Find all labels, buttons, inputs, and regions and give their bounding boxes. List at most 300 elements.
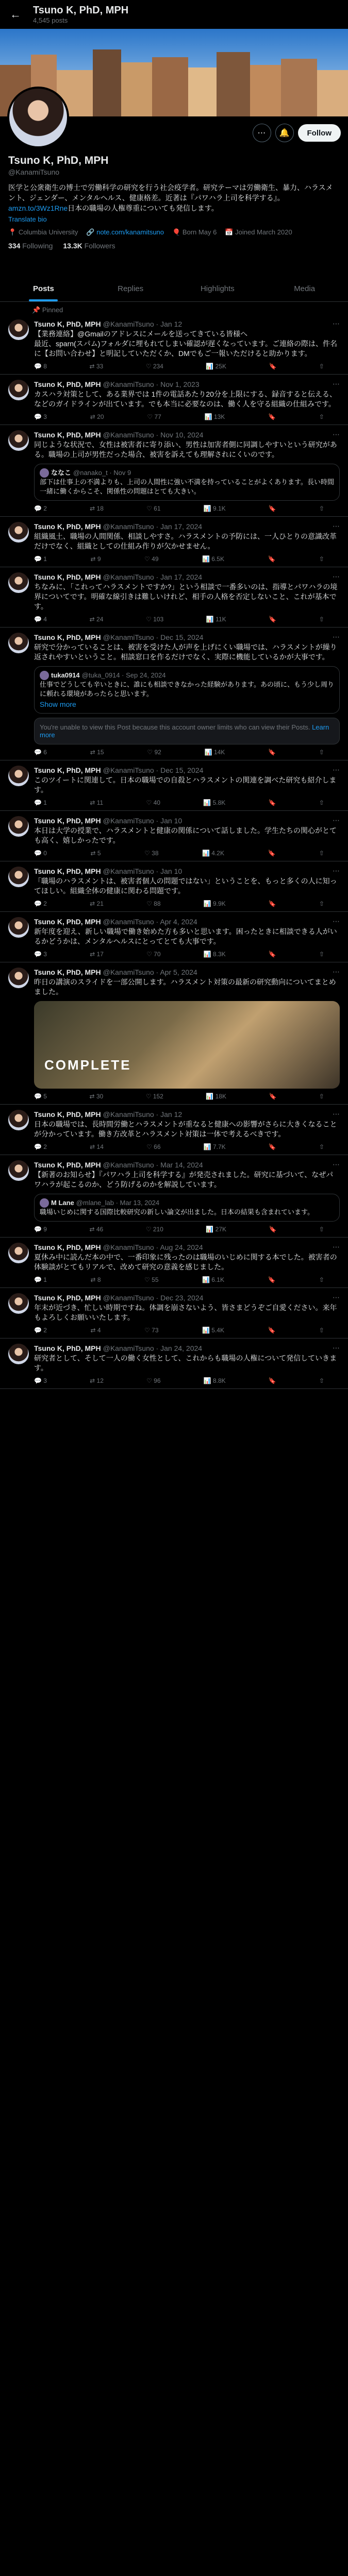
- reply-button[interactable]: [34, 1093, 47, 1100]
- quote-handle-date: @tuka_0914 · Sep 24, 2024: [81, 671, 166, 679]
- more-options-icon[interactable]: ⋯: [333, 572, 340, 581]
- views-button[interactable]: [204, 900, 226, 907]
- like-button[interactable]: [146, 1226, 163, 1233]
- learn-more-link[interactable]: Learn more: [40, 723, 329, 739]
- like-button[interactable]: [146, 1377, 160, 1384]
- like-count: 61: [154, 505, 161, 512]
- share-icon[interactable]: ⇧: [319, 1226, 324, 1233]
- tweet-header: [34, 572, 340, 581]
- tweet-header: [34, 917, 340, 926]
- tweet[interactable]: [0, 760, 348, 811]
- quote-text: 仕事でどうしても辛いときに、誰にも相談できなかった経験があります。あの頃に、もう少し周りに頼れる環境があったらと思います。: [40, 681, 334, 698]
- reply-button[interactable]: [34, 1143, 47, 1150]
- tweet-author-name[interactable]: Tsuno K, PhD, MPH: [34, 430, 101, 439]
- share-icon[interactable]: ⇧: [319, 1143, 324, 1150]
- more-options-icon[interactable]: ⋯: [333, 1243, 340, 1251]
- heart-icon: ♡: [146, 616, 152, 623]
- bio-text: 医学と公衆衛生の博士で労働科学の研究を行う社会疫学者。研究テーマは労働衛生、暴力、ハラスメント、ジェンダー、メンタルヘルス、健康格差。近著は『パワハラ上司を科学する』。: [8, 183, 333, 202]
- tweet[interactable]: [0, 567, 348, 628]
- more-options-icon[interactable]: ⋯: [333, 816, 340, 824]
- follow-stats: [8, 242, 340, 250]
- bookmark-icon[interactable]: 🔖: [268, 1327, 276, 1334]
- bookmark-icon[interactable]: 🔖: [268, 555, 276, 563]
- share-icon[interactable]: ⇧: [319, 1327, 324, 1334]
- like-count: 92: [154, 749, 161, 756]
- tweet-author-name[interactable]: Tsuno K, PhD, MPH: [34, 319, 101, 328]
- tweet-author-name[interactable]: Tsuno K, PhD, MPH: [34, 968, 101, 976]
- heart-icon: ♡: [146, 799, 152, 806]
- bookmark-icon[interactable]: 🔖: [268, 1143, 276, 1150]
- views-count: 25K: [215, 363, 226, 370]
- repost-button[interactable]: [90, 850, 101, 857]
- like-button[interactable]: [146, 951, 160, 958]
- like-button[interactable]: [147, 749, 161, 756]
- tweet-handle-date: @KanamiTsuno · Aug 24, 2024: [103, 1243, 203, 1251]
- tweet-text: 「職場のハラスメントは、被害者個人の問題ではない」ということを、もっと多くの人に知ってほしい。組織全体の健康に関わる問題です。: [34, 877, 337, 895]
- bookmark-icon[interactable]: 🔖: [268, 749, 276, 756]
- tweet-author-name[interactable]: Tsuno K, PhD, MPH: [34, 1160, 101, 1169]
- tweet-author-name[interactable]: Tsuno K, PhD, MPH: [34, 633, 101, 641]
- repost-count: 9: [97, 555, 101, 563]
- like-button[interactable]: [146, 900, 160, 907]
- repost-button[interactable]: [90, 951, 104, 958]
- birthday-text: Born May 6: [182, 228, 217, 236]
- repost-button[interactable]: [90, 900, 104, 907]
- tweet-media-image[interactable]: [34, 1001, 340, 1089]
- share-icon[interactable]: ⇧: [319, 616, 324, 623]
- tweet-avatar[interactable]: [8, 867, 29, 887]
- tweet-actions: [34, 1327, 340, 1334]
- tweet[interactable]: [0, 962, 348, 1105]
- views-icon: 📊: [203, 799, 211, 806]
- more-options-icon[interactable]: ⋯: [333, 633, 340, 641]
- profile-info: [8, 155, 340, 250]
- tweet-handle-date: @KanamiTsuno · Jan 10: [103, 867, 183, 875]
- more-options-icon[interactable]: ⋯: [333, 968, 340, 976]
- tweet-actions: [34, 1143, 340, 1150]
- views-button[interactable]: [206, 1093, 226, 1100]
- reply-button[interactable]: [34, 900, 47, 907]
- tweet-body: [34, 633, 340, 756]
- share-icon[interactable]: ⇧: [319, 1276, 324, 1283]
- reply-count: 1: [43, 555, 47, 563]
- like-button[interactable]: [146, 505, 160, 512]
- tweet-avatar[interactable]: [8, 1243, 29, 1263]
- tweet-header: [34, 1160, 340, 1169]
- more-options-icon[interactable]: ⋯: [333, 380, 340, 388]
- tweet-header: [34, 430, 340, 439]
- share-icon[interactable]: ⇧: [319, 799, 324, 806]
- reply-button[interactable]: [34, 616, 47, 623]
- profile-tabs: [0, 276, 348, 302]
- repost-icon: ⇄: [90, 799, 95, 806]
- views-button[interactable]: [204, 951, 226, 958]
- reply-button[interactable]: [34, 555, 47, 563]
- tweet-text: 研究で分かっていることは、被害を受けた人が声を上げにくい職場では、ハラスメントが繰り返されやすいということ。相談窓口を作るだけでなく、実際に機能しているかが大事です。: [34, 643, 337, 661]
- bookmark-icon[interactable]: 🔖: [268, 951, 276, 958]
- website[interactable]: 🔗 note.com/kanamitsuno: [86, 228, 164, 236]
- tweet-body: [34, 1110, 340, 1150]
- show-more-link[interactable]: Show more: [40, 700, 76, 708]
- quote-tweet[interactable]: [34, 1194, 340, 1222]
- reply-count: 6: [43, 749, 47, 756]
- tweet[interactable]: [0, 1288, 348, 1338]
- tab-replies[interactable]: Replies: [118, 284, 144, 293]
- tweet-header: [34, 867, 340, 875]
- views-button[interactable]: [204, 1377, 226, 1384]
- views-button[interactable]: [202, 1276, 224, 1283]
- profile-meta: [8, 228, 340, 236]
- tab-highlights[interactable]: Highlights: [200, 284, 235, 293]
- reply-icon: 💬: [34, 1226, 42, 1233]
- quote-avatar: [40, 1198, 49, 1208]
- tweet-avatar[interactable]: [8, 1293, 29, 1314]
- repost-icon: ⇄: [90, 749, 95, 756]
- website-link[interactable]: note.com/kanamitsuno: [96, 228, 164, 236]
- repost-icon: ⇄: [89, 363, 95, 370]
- heart-icon: ♡: [144, 555, 150, 563]
- reply-button[interactable]: [34, 1377, 47, 1384]
- bookmark-icon[interactable]: 🔖: [269, 1093, 277, 1100]
- tab-posts[interactable]: Posts: [0, 276, 87, 301]
- quote-author-name: M Lane: [51, 1199, 74, 1207]
- tweet-author-name[interactable]: Tsuno K, PhD, MPH: [34, 1293, 101, 1302]
- tweet-text: 【新著のお知らせ】『パワハラ上司を科学する』が発売されました。研究に基づいて、なぜパワハラが起こるのか、どう防げるのかを解説しています。: [34, 1171, 334, 1189]
- quote-handle-date: @nanako_t · Nov 9: [73, 469, 131, 477]
- tweet-author-name[interactable]: Tsuno K, PhD, MPH: [34, 1243, 101, 1251]
- like-button[interactable]: [146, 799, 160, 806]
- tweet[interactable]: [0, 314, 348, 375]
- like-count: 70: [154, 951, 161, 958]
- bookmark-icon[interactable]: 🔖: [269, 616, 277, 623]
- tweet[interactable]: [0, 425, 348, 517]
- back-arrow-icon[interactable]: ←: [10, 8, 21, 21]
- more-options-icon[interactable]: ⋯: [333, 1344, 340, 1352]
- bookmark-icon[interactable]: 🔖: [268, 850, 276, 857]
- more-options-icon[interactable]: ⋯: [333, 1110, 340, 1118]
- views-count: 6.1K: [211, 1276, 224, 1283]
- views-button[interactable]: [205, 413, 225, 420]
- tweet-body: [34, 522, 340, 563]
- followers-stat[interactable]: [63, 242, 115, 250]
- tweet-text: 夏休み中に読んだ本の中で、一番印象に残ったのは職場のいじめに関する本でした。被害者の体験談がとてもリアルで、改めて研究の意義を感じました。: [34, 1253, 337, 1271]
- views-count: 7.7K: [212, 1143, 226, 1150]
- bookmark-icon[interactable]: 🔖: [268, 799, 276, 806]
- like-count: 73: [152, 1327, 159, 1334]
- repost-button[interactable]: [90, 1276, 101, 1283]
- reply-count: 5: [43, 1093, 47, 1100]
- tweet[interactable]: [0, 811, 348, 861]
- tweet-avatar[interactable]: [8, 1110, 29, 1130]
- tweet-handle-date: @KanamiTsuno · Mar 14, 2024: [103, 1160, 203, 1169]
- quote-text: 職場いじめに関する国際比較研究の新しい論文が出ました。日本の結果も含まれています。: [40, 1208, 314, 1216]
- views-button[interactable]: [206, 616, 226, 623]
- tweet[interactable]: [0, 375, 348, 425]
- like-button[interactable]: [146, 363, 163, 370]
- reply-count: 9: [43, 1226, 47, 1233]
- more-options-icon[interactable]: ⋯: [253, 124, 271, 142]
- views-button[interactable]: [202, 1327, 224, 1334]
- translate-bio-link[interactable]: Translate bio: [8, 215, 47, 223]
- tweet-handle-date: @KanamiTsuno · Nov 1, 2023: [103, 380, 200, 388]
- repost-icon: ⇄: [90, 1276, 96, 1283]
- tweet-avatar[interactable]: [8, 816, 29, 837]
- reply-count: 0: [43, 850, 47, 857]
- tweet-avatar[interactable]: [8, 917, 29, 938]
- repost-count: 17: [96, 951, 104, 958]
- tweet-avatar[interactable]: [8, 633, 29, 653]
- like-count: 234: [153, 363, 163, 370]
- views-icon: 📊: [203, 900, 211, 907]
- views-button[interactable]: [203, 799, 225, 806]
- tweet-body: [34, 430, 340, 512]
- repost-button[interactable]: [90, 1377, 104, 1384]
- tweet-actions: [34, 413, 340, 420]
- repost-button[interactable]: [90, 1327, 101, 1334]
- joined-date: 📅 Joined March 2020: [225, 228, 292, 236]
- views-button[interactable]: [205, 749, 225, 756]
- share-icon[interactable]: ⇧: [319, 363, 324, 370]
- bio-link[interactable]: amzn.to/3Wz1Rne: [8, 204, 68, 212]
- more-options-icon[interactable]: ⋯: [333, 917, 340, 925]
- following-stat[interactable]: [8, 242, 53, 250]
- like-button[interactable]: [147, 413, 161, 420]
- bookmark-icon[interactable]: 🔖: [268, 413, 276, 420]
- repost-button[interactable]: [90, 799, 103, 806]
- tweet-author-name[interactable]: Tsuno K, PhD, MPH: [34, 816, 101, 825]
- reply-count: 3: [43, 1377, 47, 1384]
- tweet-handle-date: @KanamiTsuno · Jan 17, 2024: [103, 572, 203, 581]
- tweet[interactable]: [0, 861, 348, 912]
- like-button[interactable]: [144, 555, 158, 563]
- share-icon[interactable]: ⇧: [319, 505, 324, 512]
- repost-count: 4: [97, 1327, 101, 1334]
- repost-button[interactable]: [90, 616, 104, 623]
- tweet[interactable]: [0, 1238, 348, 1288]
- reply-icon: 💬: [34, 1276, 42, 1283]
- share-icon[interactable]: ⇧: [319, 413, 324, 420]
- tweet-avatar[interactable]: [8, 1344, 29, 1364]
- birthday: 🎈 Born May 6: [172, 228, 217, 236]
- tweet-text: このツイートに関連して。日本の職場での自殺とハラスメントの関連を調べた研究も紹介します。: [34, 776, 337, 794]
- repost-count: 8: [97, 1276, 101, 1283]
- heart-icon: ♡: [145, 1226, 152, 1233]
- tweet[interactable]: [0, 628, 348, 760]
- follow-button[interactable]: Follow: [298, 124, 341, 142]
- tweet-author-name[interactable]: Tsuno K, PhD, MPH: [34, 1344, 101, 1352]
- repost-icon: ⇄: [90, 413, 95, 420]
- tweet-author-name[interactable]: Tsuno K, PhD, MPH: [34, 572, 101, 581]
- tweet-text: 本日は大学の授業で、ハラスメントと健康の関係について話しました。学生たちの関心がとても高く、嬉しかったです。: [34, 826, 337, 844]
- tweet-author-name[interactable]: Tsuno K, PhD, MPH: [34, 380, 101, 388]
- tweet-avatar[interactable]: [8, 319, 29, 340]
- tweet-handle-date: @KanamiTsuno · Dec 15, 2024: [103, 766, 204, 774]
- views-icon: 📊: [203, 951, 211, 958]
- reply-icon: 💬: [34, 505, 42, 512]
- bookmark-icon[interactable]: 🔖: [269, 1226, 277, 1233]
- tweet-author-name[interactable]: Tsuno K, PhD, MPH: [34, 917, 101, 926]
- reply-icon: 💬: [34, 555, 42, 563]
- share-icon[interactable]: ⇧: [319, 1377, 324, 1384]
- views-count: 27K: [215, 1226, 226, 1233]
- share-icon[interactable]: ⇧: [319, 1093, 324, 1100]
- more-options-icon[interactable]: ⋯: [333, 867, 340, 875]
- views-count: 8.3K: [212, 951, 226, 958]
- repost-count: 30: [96, 1093, 104, 1100]
- tweet-header: [34, 1293, 340, 1302]
- profile-avatar[interactable]: [7, 87, 69, 148]
- tweet[interactable]: [0, 1105, 348, 1155]
- bio-tail: 日本の職場の人権尊重についても発信します。: [68, 204, 219, 212]
- like-button[interactable]: [146, 1093, 163, 1100]
- tweet-avatar[interactable]: [8, 968, 29, 988]
- more-options-icon[interactable]: ⋯: [333, 319, 340, 328]
- views-button[interactable]: [206, 363, 226, 370]
- tweet-actions: [34, 616, 340, 623]
- tweet-actions: [34, 1276, 340, 1283]
- reply-button[interactable]: [34, 749, 47, 756]
- quote-handle-date: @mlane_lab · Mar 13, 2024: [76, 1199, 160, 1207]
- like-button[interactable]: [144, 850, 158, 857]
- more-options-icon[interactable]: ⋯: [333, 522, 340, 530]
- reply-button[interactable]: [34, 1327, 47, 1334]
- tweet-body: [34, 766, 340, 806]
- tweet-avatar[interactable]: [8, 572, 29, 593]
- repost-count: 33: [96, 363, 104, 370]
- share-icon[interactable]: ⇧: [319, 749, 324, 756]
- reply-button[interactable]: [34, 850, 47, 857]
- tweet-avatar[interactable]: [8, 766, 29, 786]
- heart-icon: ♡: [146, 505, 152, 512]
- tweet-body: [34, 867, 340, 907]
- like-button[interactable]: [146, 1143, 160, 1150]
- repost-count: 15: [97, 749, 104, 756]
- views-button[interactable]: [204, 1143, 226, 1150]
- repost-button[interactable]: [90, 413, 104, 420]
- repost-button[interactable]: [90, 749, 104, 756]
- repost-button[interactable]: [90, 1143, 104, 1150]
- unavailable-text: You're unable to view this Post because this account owner limits who can view their Posts.: [40, 723, 310, 731]
- like-button[interactable]: [146, 616, 163, 623]
- tweet[interactable]: [0, 517, 348, 567]
- tweet-body: [34, 816, 340, 857]
- tweet[interactable]: [0, 912, 348, 962]
- share-icon[interactable]: ⇧: [319, 951, 324, 958]
- bookmark-icon[interactable]: 🔖: [268, 900, 276, 907]
- bookmark-icon[interactable]: 🔖: [268, 1377, 276, 1384]
- repost-button[interactable]: [89, 1226, 103, 1233]
- more-options-icon[interactable]: ⋯: [333, 1160, 340, 1168]
- tweet-author-name[interactable]: Tsuno K, PhD, MPH: [34, 867, 101, 875]
- quote-tweet[interactable]: [34, 464, 340, 501]
- tweet-author-name[interactable]: Tsuno K, PhD, MPH: [34, 766, 101, 774]
- reply-button[interactable]: [34, 799, 47, 806]
- bookmark-icon[interactable]: 🔖: [268, 1276, 276, 1283]
- views-count: 9.1K: [212, 505, 226, 512]
- tweet-body: [34, 1243, 340, 1283]
- reply-button[interactable]: [34, 1276, 47, 1283]
- tweet-actions: [34, 505, 340, 512]
- bookmark-icon[interactable]: 🔖: [268, 505, 276, 512]
- views-button[interactable]: [202, 850, 224, 857]
- repost-button[interactable]: [90, 555, 101, 563]
- tweet-header: [34, 319, 340, 328]
- like-button[interactable]: [144, 1327, 158, 1334]
- tweet[interactable]: [0, 1155, 348, 1238]
- share-icon[interactable]: ⇧: [319, 900, 324, 907]
- reply-icon: 💬: [34, 850, 42, 857]
- tweet-handle-date: @KanamiTsuno · Jan 10: [103, 816, 183, 825]
- bookmark-icon[interactable]: 🔖: [269, 363, 277, 370]
- views-button[interactable]: [204, 505, 226, 512]
- repost-button[interactable]: [89, 1093, 103, 1100]
- repost-icon: ⇄: [89, 616, 95, 623]
- tweet-avatar[interactable]: [8, 380, 29, 400]
- location: 📍 Columbia University: [8, 228, 78, 236]
- repost-button[interactable]: [90, 505, 104, 512]
- followers-label: Followers: [84, 242, 115, 250]
- reply-button[interactable]: [34, 363, 47, 370]
- more-options-icon[interactable]: ⋯: [333, 1293, 340, 1301]
- tweet-avatar[interactable]: [8, 1160, 29, 1181]
- like-count: 38: [152, 850, 159, 857]
- tweet-body: [34, 1293, 340, 1334]
- share-icon[interactable]: ⇧: [319, 850, 324, 857]
- like-count: 152: [153, 1093, 163, 1100]
- reply-count: 3: [43, 413, 47, 420]
- more-options-icon[interactable]: ⋯: [333, 766, 340, 774]
- reply-button[interactable]: [34, 951, 47, 958]
- views-button[interactable]: [202, 555, 224, 563]
- like-button[interactable]: [144, 1276, 158, 1283]
- quote-author-name: ななこ: [51, 469, 72, 477]
- reply-icon: 💬: [34, 799, 42, 806]
- tweet-actions: [34, 1377, 340, 1384]
- subscribe-bell-icon[interactable]: 🔔: [275, 124, 294, 142]
- repost-icon: ⇄: [89, 1226, 95, 1233]
- joined-text: Joined March 2020: [235, 228, 292, 236]
- views-button[interactable]: [206, 1226, 226, 1233]
- tweet[interactable]: [0, 1338, 348, 1389]
- views-icon: 📊: [203, 505, 211, 512]
- tab-media[interactable]: Media: [294, 284, 316, 293]
- reply-count: 1: [43, 1276, 47, 1283]
- quote-tweet[interactable]: [34, 666, 340, 714]
- reply-button[interactable]: [34, 413, 47, 420]
- tweet-author-name[interactable]: Tsuno K, PhD, MPH: [34, 522, 101, 531]
- tweet-handle-date: @KanamiTsuno · Apr 5, 2024: [103, 968, 197, 976]
- quote-author-name: tuka0914: [51, 671, 80, 679]
- tweet-header: [34, 968, 340, 976]
- tweet-avatar[interactable]: [8, 522, 29, 543]
- reply-button[interactable]: [34, 1226, 47, 1233]
- tweet-avatar[interactable]: [8, 430, 29, 451]
- top-bar-title: [33, 5, 128, 24]
- repost-count: 24: [96, 616, 104, 623]
- repost-icon: ⇄: [90, 505, 95, 512]
- reply-count: 1: [43, 799, 47, 806]
- tweet-body: [34, 917, 340, 958]
- reply-button[interactable]: [34, 505, 47, 512]
- heart-icon: ♡: [146, 951, 152, 958]
- tweet-actions: [34, 951, 340, 958]
- tweet-author-name[interactable]: Tsuno K, PhD, MPH: [34, 1110, 101, 1118]
- share-icon[interactable]: ⇧: [319, 555, 324, 563]
- more-options-icon[interactable]: ⋯: [333, 430, 340, 438]
- repost-button[interactable]: [89, 363, 103, 370]
- heart-icon: ♡: [145, 1093, 152, 1100]
- tweet-text: 昨日の講演のスライドを一部公開します。ハラスメント対策の最新の研究動向についてまとめました。: [34, 978, 336, 996]
